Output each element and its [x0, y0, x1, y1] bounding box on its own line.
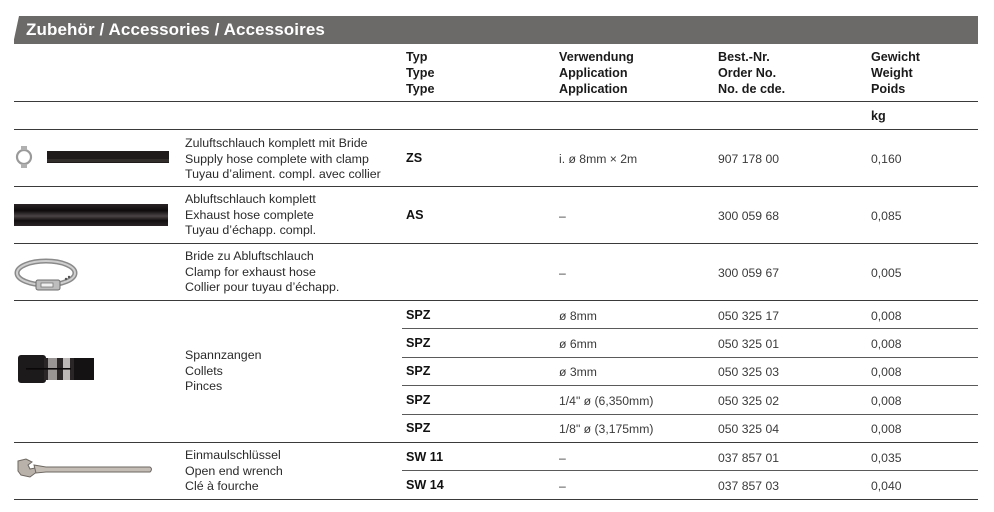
type-cell: SPZ: [406, 364, 431, 378]
desc-fr: Pinces: [185, 379, 223, 394]
item-description: [185, 348, 261, 395]
col-header-weight-fr: Poids: [871, 82, 906, 96]
header-divider: [14, 101, 978, 102]
weight-cell: 0,008: [871, 394, 902, 408]
desc-fr: Clé à fourche: [185, 479, 259, 494]
table-row-supply-hose: [0, 129, 994, 186]
desc-de: Einmaulschlüssel: [185, 448, 281, 462]
col-header-type: [406, 49, 434, 97]
application-cell: –: [559, 479, 566, 493]
collet-image: [18, 352, 98, 386]
order-no-cell[interactable]: 300 059 67: [718, 266, 779, 280]
order-no-cell[interactable]: 050 325 17: [718, 309, 779, 323]
desc-en: Open end wrench: [185, 463, 283, 478]
desc-fr: Collier pour tuyau d’échapp.: [185, 280, 340, 295]
desc-de: Spannzangen: [185, 348, 262, 362]
weight-cell: 0,040: [871, 479, 902, 493]
application-cell: 1/8" ø (3,175mm): [559, 422, 654, 436]
col-header-order-no-de: Best.-Nr.: [718, 50, 770, 64]
order-no-cell[interactable]: 050 325 01: [718, 337, 779, 351]
col-header-type-de: Typ: [406, 50, 428, 64]
order-no-cell[interactable]: 037 857 03: [718, 479, 779, 493]
title-bar-slant: [13, 16, 19, 44]
application-cell: i. ø 8mm × 2m: [559, 152, 638, 166]
col-header-application: [559, 49, 634, 97]
weight-cell: 0,008: [871, 309, 902, 323]
application-cell: –: [559, 209, 566, 223]
type-cell: AS: [406, 208, 424, 222]
desc-en: Supply hose complete with clamp: [185, 151, 369, 166]
sub-row-divider: [402, 357, 978, 358]
item-description: [185, 448, 283, 495]
clamp-ring-icon: [17, 146, 31, 168]
order-no-cell[interactable]: 050 325 02: [718, 394, 779, 408]
desc-en: Collets: [185, 363, 223, 378]
desc-fr: Tuyau d’échapp. compl.: [185, 223, 317, 238]
weight-cell: 0,085: [871, 209, 902, 223]
col-header-weight-en: Weight: [871, 66, 913, 80]
col-header-type-fr: Type: [406, 82, 435, 96]
sub-row-divider: [402, 385, 978, 386]
table-group-collets: [0, 300, 994, 442]
type-cell: SPZ: [406, 421, 431, 435]
desc-fr: Tuyau d’aliment. compl. avec collier: [185, 167, 381, 182]
type-cell: SW 14: [406, 478, 444, 492]
col-header-order-no-fr: No. de cde.: [718, 82, 786, 96]
table-bottom-rule: [14, 499, 978, 500]
weight-cell: 0,008: [871, 365, 902, 379]
application-cell: ø 6mm: [559, 337, 597, 351]
desc-en: Exhaust hose complete: [185, 207, 314, 222]
application-cell: 1/4" ø (6,350mm): [559, 394, 654, 408]
type-cell: SW 11: [406, 450, 444, 464]
order-no-cell[interactable]: 300 059 68: [718, 209, 779, 223]
supply-hose-image: [14, 142, 172, 172]
type-cell: SPZ: [406, 336, 431, 350]
order-no-cell[interactable]: 050 325 04: [718, 422, 779, 436]
col-header-type-en: Type: [406, 66, 435, 80]
exhaust-hose-image: [14, 202, 168, 228]
col-header-order-no: [718, 49, 785, 97]
open-end-wrench-image: [16, 456, 154, 480]
weight-unit: kg: [871, 109, 886, 123]
col-header-application-de: Verwendung: [559, 50, 634, 64]
application-cell: –: [559, 451, 566, 465]
col-header-weight-de: Gewicht: [871, 50, 920, 64]
table-group-wrench: [0, 442, 994, 499]
desc-de: Bride zu Abluftschlauch: [185, 249, 314, 263]
application-cell: ø 8mm: [559, 309, 597, 323]
col-header-order-no-en: Order No.: [718, 66, 777, 80]
item-description: [185, 136, 381, 183]
sub-row-divider: [402, 328, 978, 329]
hose-clamp-image: [14, 253, 80, 293]
table-row-hose-clamp: [0, 243, 994, 300]
application-cell: –: [559, 266, 566, 280]
sub-row-divider: [402, 414, 978, 415]
weight-cell: 0,160: [871, 152, 902, 166]
sub-row-divider: [402, 470, 978, 471]
weight-cell: 0,008: [871, 337, 902, 351]
weight-cell: 0,035: [871, 451, 902, 465]
desc-de: Zuluftschlauch komplett mit Bride: [185, 136, 368, 150]
type-cell: SPZ: [406, 308, 431, 322]
item-description: [185, 249, 339, 296]
section-title: Zubehör / Accessories / Accessoires: [26, 20, 325, 39]
order-no-cell[interactable]: 907 178 00: [718, 152, 779, 166]
weight-cell: 0,008: [871, 422, 902, 436]
order-no-cell[interactable]: 037 857 01: [718, 451, 779, 465]
application-cell: ø 3mm: [559, 365, 597, 379]
table-row-exhaust-hose: [0, 186, 994, 243]
desc-en: Clamp for exhaust hose: [185, 264, 316, 279]
order-no-cell[interactable]: 050 325 03: [718, 365, 779, 379]
col-header-application-en: Application: [559, 66, 628, 80]
item-description: [185, 192, 316, 239]
desc-de: Abluftschlauch komplett: [185, 192, 316, 206]
col-header-weight: [871, 49, 920, 97]
type-cell: ZS: [406, 151, 423, 165]
type-cell: SPZ: [406, 393, 431, 407]
section-title-bar: [14, 16, 978, 44]
col-header-application-fr: Application: [559, 82, 628, 96]
weight-cell: 0,005: [871, 266, 902, 280]
